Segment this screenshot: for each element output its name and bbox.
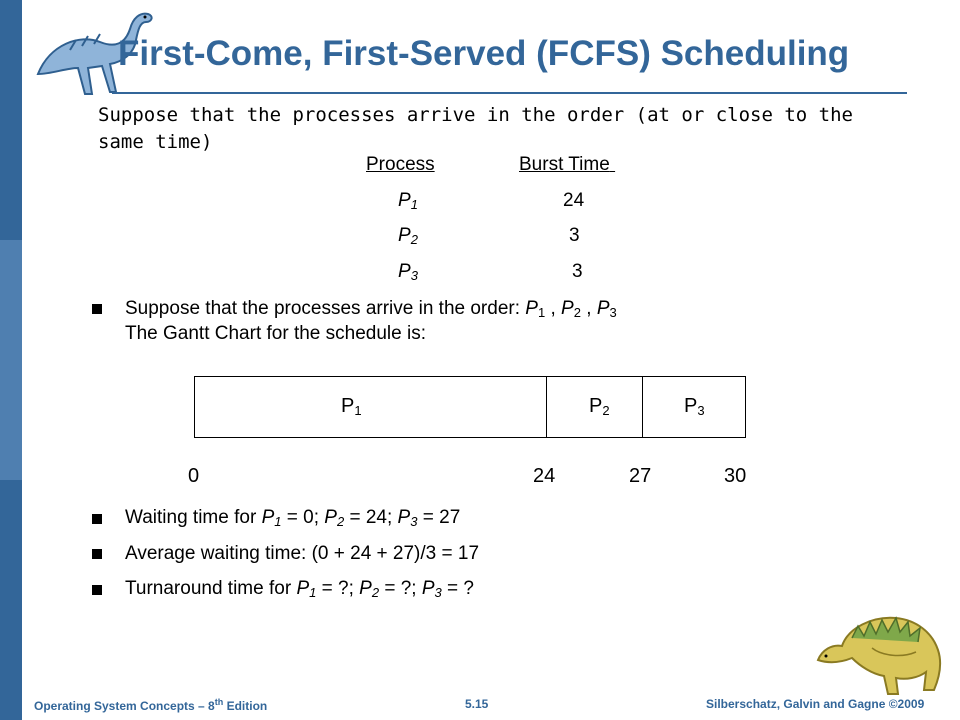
- left-sidebar-bar: [0, 0, 22, 720]
- table-row-process: $P_2$: [398, 225, 418, 247]
- slide-title: First-Come, First-Served (FCFS) Scheduling: [118, 34, 850, 73]
- table-row-burst: 3: [569, 225, 580, 246]
- dinosaur-illustration-icon: [812, 598, 960, 698]
- gantt-label-p3: $P_3$: [684, 395, 705, 418]
- gantt-label-p1: $P_1$: [341, 395, 362, 418]
- title-underline: [112, 92, 907, 94]
- table-row-burst: 3: [572, 261, 583, 282]
- footer-book-title: Operating System Concepts – 8th Edition: [34, 697, 268, 713]
- bullet-turnaround-time: Turnaround time for $P_1$ = ?; $P_2$ = ?; $P_3$ = ?: [125, 578, 474, 600]
- footer-page-number: 5.15: [465, 697, 489, 711]
- bullet-marker: [92, 549, 102, 559]
- bullet-average-waiting-time: Average waiting time: (0 + 24 + 27)/3 = 17: [125, 543, 480, 564]
- gantt-tick-24: 24: [533, 465, 556, 487]
- sidebar-band: [0, 240, 22, 480]
- footer-authors: Silberschatz, Galvin and Gagne ©2009: [706, 697, 925, 711]
- gantt-divider: [642, 377, 643, 437]
- table-header-burst: Burst Time: [519, 154, 610, 175]
- bullet-marker: [92, 585, 102, 595]
- intro-text: Suppose that the processes arrive in the order (at or close to the same time): [98, 104, 853, 153]
- gantt-tick-27: 27: [629, 465, 652, 487]
- bullet-marker: [92, 514, 102, 524]
- bullet-waiting-time: Waiting time for $P_1 = 0$; $P_2 = 24$; $P_3 = 27$: [125, 507, 461, 529]
- bullet-arrival-order: Suppose that the processes arrive in the order: $P_1$ , $P_2$ , $P_3$ The Gantt Chart for the schedule is:: [125, 298, 617, 344]
- table-row-process: $P_3$: [398, 261, 418, 283]
- table-row-burst: 24: [563, 190, 585, 211]
- table-row-process: $P_1$: [398, 190, 418, 212]
- gantt-tick-30: 30: [724, 465, 747, 487]
- gantt-tick-0: 0: [188, 465, 200, 487]
- gantt-divider: [546, 377, 547, 437]
- bullet-marker: [92, 304, 102, 314]
- gantt-chart: [194, 376, 746, 438]
- gantt-label-p2: $P_2$: [589, 395, 610, 418]
- table-header-process: Process: [366, 154, 435, 175]
